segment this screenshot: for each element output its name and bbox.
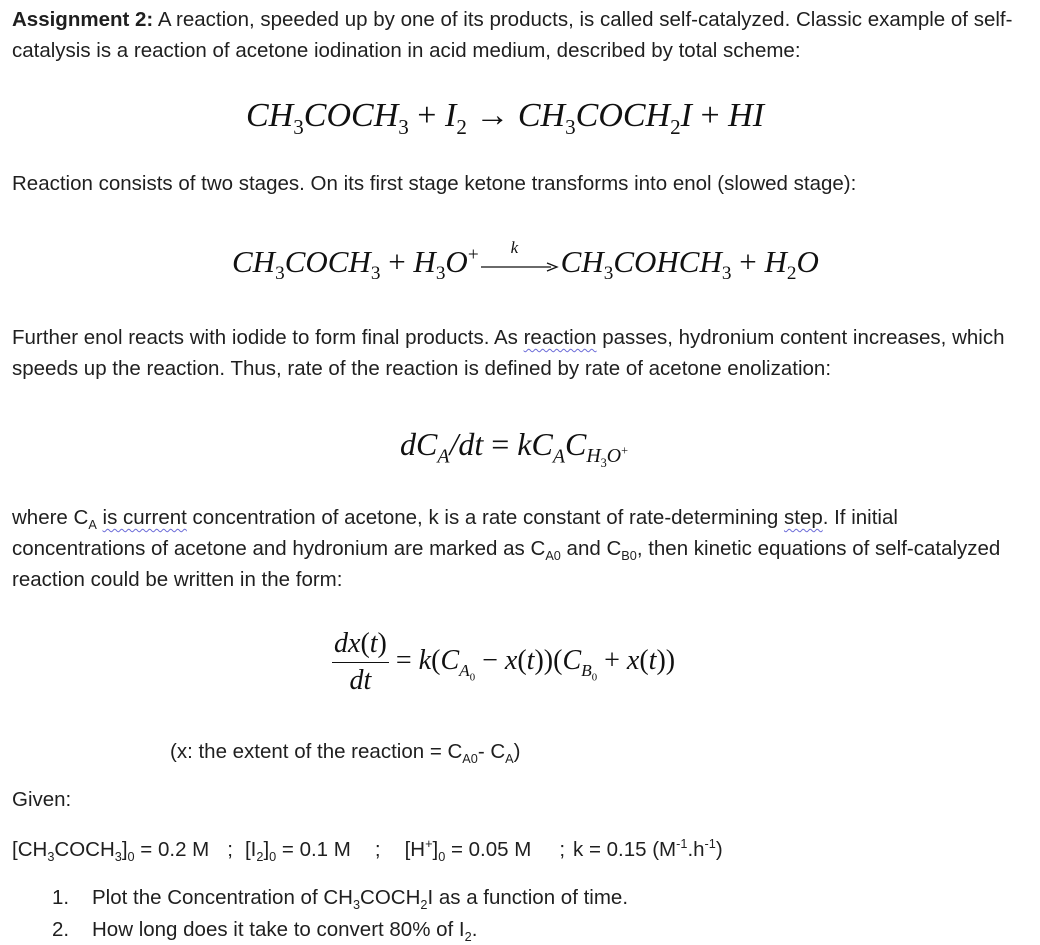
question-2: 2. How long does it take to convert 80% of $I_2$. [52, 918, 478, 945]
given-hydronium: $[H^+]_0 = 0.05$ M [404, 836, 532, 865]
intro-text: A reaction, speeded up by one of its products, is called self-catalyzed. Classic example of self-catalysis is a reaction of acetone iodination in acid medium, described by total scheme: [12, 8, 1013, 62]
assignment-heading: Assignment 2: [12, 8, 154, 31]
question-1: 1. Plot the Concentration of $CH_3COCH_2I$ as a function of time. [52, 886, 629, 913]
spellcheck-reaction: reaction [523, 326, 597, 349]
given-sep-1: ; [227, 838, 233, 861]
rate-constant-label: k [510, 237, 519, 257]
given-sep-3: ; [559, 838, 566, 861]
spellcheck-step: step [783, 506, 823, 529]
extent-note: (x: the extent of the reaction = $C_{A0}-$ $C_A$) [170, 740, 521, 767]
further-paragraph: Further enol reacts with iodide to form final products. As reaction passes, hydronium content increases, which speeds up the reaction. Thus, rate of the reaction is defined by rate of acetone enolization: [12, 326, 1005, 380]
intro-paragraph [12, 4, 1032, 66]
given-iodine: $[I_2]_0 = 0.1$ M [244, 838, 351, 865]
kinetic-equation: $\frac{dx(t)}{dt}$ = $k(C_{A_0} - x(t))(C_{B_0} + x(t))$ [334, 628, 676, 696]
derivative-fraction: $\frac{dx(t)}{dt}$ [334, 628, 387, 696]
rate-equation: $dC_A/dt = kC_AC_{H_3O^+}$ [400, 426, 629, 471]
spellcheck-is-current: is current [102, 506, 187, 529]
equation-acetone-iodination: $CH_3COCH_3 + I_2$ → $CH_3COCH_2I$ + HI [246, 97, 765, 139]
given-values [12, 834, 1032, 865]
equation-enolization: $CH_3COCH_3 + H_3O^+$ k $CH_3COHCH_3 + H_2O$ [232, 237, 819, 285]
stages-paragraph: Reaction consists of two stages. On its first stage ketone transforms into enol (slowed stage): [12, 172, 857, 195]
where-paragraph: where $C_A$ is current concentration of acetone, k is a rate constant of rate-determining step. If initial concentrations of acetone and hydronium are marked as $C_{A0}$ and $C_{B0}$, then kinetic equations of self-catalyzed reaction could be written in the form: [12, 506, 1001, 591]
rate-arrow [481, 237, 559, 276]
given-sep-2: ; [374, 838, 381, 861]
given-acetone: $[CH_3COCH_3]_0 = 0.2$ M [12, 838, 210, 865]
given-label: Given: [12, 788, 72, 811]
given-rate-constant: k = 0.15 $(M^{-1}.h^{-1})$ [573, 836, 723, 861]
